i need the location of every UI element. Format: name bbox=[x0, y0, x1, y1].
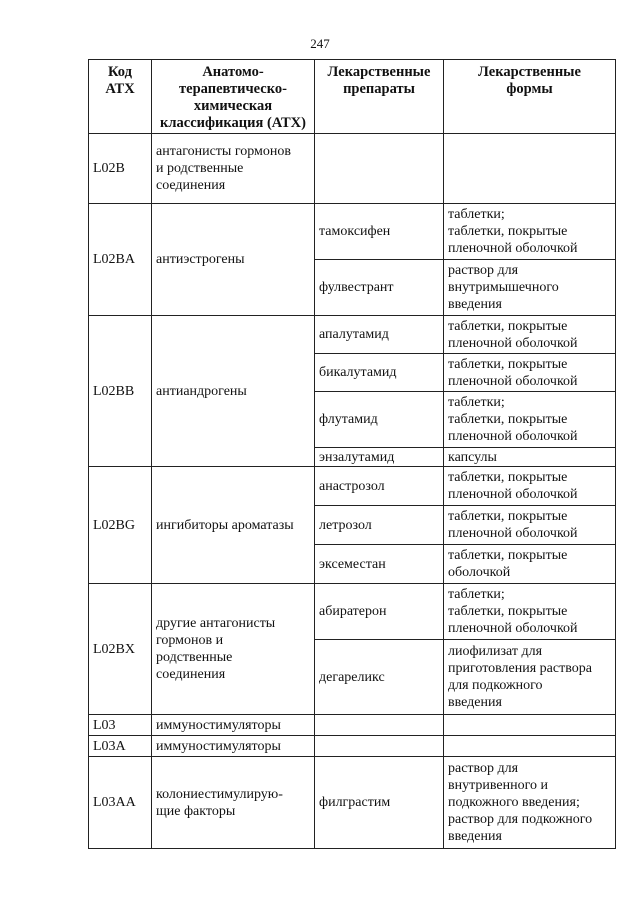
classification-cell: иммуностимуляторы bbox=[152, 715, 315, 736]
form-cell: раствор для внутримышечного введения bbox=[444, 260, 616, 316]
classification-cell: колониестимулирую- щие факторы bbox=[152, 757, 315, 849]
drug-cell: фулвестрант bbox=[315, 260, 444, 316]
form-cell: таблетки; таблетки, покрытые пленочной оболочкой bbox=[444, 204, 616, 260]
form-cell: таблетки, покрытые оболочкой bbox=[444, 545, 616, 584]
classification-cell: иммуностимуляторы bbox=[152, 736, 315, 757]
classification-cell: антиандрогены bbox=[152, 316, 315, 467]
table-row bbox=[89, 715, 616, 736]
header-forms: Лекарственные формы bbox=[444, 60, 616, 134]
form-cell: таблетки, покрытые пленочной оболочкой bbox=[444, 467, 616, 506]
atc-code-cell: L03A bbox=[89, 736, 152, 757]
form-cell: таблетки; таблетки, покрытые пленочной оболочкой bbox=[444, 584, 616, 640]
table-row bbox=[89, 134, 616, 204]
atc-code-cell: L02BA bbox=[89, 204, 152, 316]
drug-cell: флутамид bbox=[315, 392, 444, 448]
drug-cell: бикалутамид bbox=[315, 354, 444, 392]
table-row bbox=[89, 316, 616, 354]
atc-code-cell: L02BB bbox=[89, 316, 152, 467]
drug-cell: дегареликс bbox=[315, 640, 444, 715]
table-row bbox=[89, 204, 616, 260]
form-cell: таблетки, покрытые пленочной оболочкой bbox=[444, 506, 616, 545]
table-row bbox=[89, 467, 616, 506]
atc-code-cell: L02B bbox=[89, 134, 152, 204]
form-cell: таблетки, покрытые пленочной оболочкой bbox=[444, 354, 616, 392]
table-header-row bbox=[89, 60, 616, 134]
drug-cell: тамоксифен bbox=[315, 204, 444, 260]
atc-table bbox=[88, 59, 616, 849]
form-cell bbox=[444, 134, 616, 204]
form-cell: таблетки, покрытые пленочной оболочкой bbox=[444, 316, 616, 354]
drug-cell: энзалутамид bbox=[315, 448, 444, 467]
drug-cell bbox=[315, 134, 444, 204]
drug-cell: филграстим bbox=[315, 757, 444, 849]
table-row bbox=[89, 757, 616, 849]
classification-cell: другие антагонисты гормонов и родственные соединения bbox=[152, 584, 315, 715]
drug-cell: абиратерон bbox=[315, 584, 444, 640]
form-cell: таблетки; таблетки, покрытые пленочной оболочкой bbox=[444, 392, 616, 448]
atc-code-cell: L03 bbox=[89, 715, 152, 736]
table-row bbox=[89, 584, 616, 640]
form-cell: капсулы bbox=[444, 448, 616, 467]
form-cell bbox=[444, 736, 616, 757]
drug-cell bbox=[315, 736, 444, 757]
header-classification: Анатомо- терапевтическо- химическая классификация (АТХ) bbox=[152, 60, 315, 134]
classification-cell: антагонисты гормонов и родственные соединения bbox=[152, 134, 315, 204]
classification-cell: ингибиторы ароматазы bbox=[152, 467, 315, 584]
table-row bbox=[89, 736, 616, 757]
drug-cell: летрозол bbox=[315, 506, 444, 545]
atc-code-cell: L02BG bbox=[89, 467, 152, 584]
drug-cell: анастрозол bbox=[315, 467, 444, 506]
atc-code-cell: L02BX bbox=[89, 584, 152, 715]
form-cell bbox=[444, 715, 616, 736]
drug-cell bbox=[315, 715, 444, 736]
atc-code-cell: L03AA bbox=[89, 757, 152, 849]
form-cell: раствор для внутривенного и подкожного введения; раствор для подкожного введения bbox=[444, 757, 616, 849]
form-cell: лиофилизат для приготовления раствора для подкожного введения bbox=[444, 640, 616, 715]
page-number: 247 bbox=[310, 36, 330, 51]
header-code: Код АТХ bbox=[89, 60, 152, 134]
header-drugs: Лекарственные препараты bbox=[315, 60, 444, 134]
classification-cell: антиэстрогены bbox=[152, 204, 315, 316]
drug-cell: эксеместан bbox=[315, 545, 444, 584]
drug-cell: апалутамид bbox=[315, 316, 444, 354]
